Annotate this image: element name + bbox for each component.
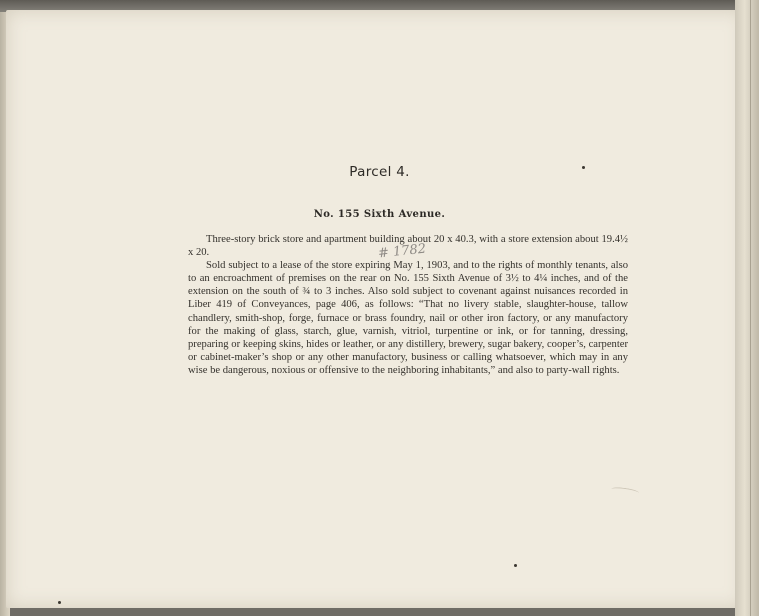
ink-speck [514, 564, 517, 567]
description-paragraph: Three-story brick store and apartment building about 20 x 40.3, with a store extension about 19.4½ x 20. [188, 234, 628, 259]
property-address: No. 155 Sixth Avenue. [313, 209, 446, 220]
ink-speck [58, 601, 61, 604]
parcel-title: Parcel 4. [349, 164, 410, 180]
page-edge-line [750, 0, 751, 616]
terms-paragraph: Sold subject to a lease of the store expiring May 1, 1903, and to the rights of monthly tenants, also to an encroachment of premises on the rear on No. 155 Sixth Avenue of 3½ to 4¼ inches, and of the extension on the south of ¾ to 3 inches. Also sold subject to covenant against nuisances recorded in Liber 419 of Conveyances, page 406, as follows: “That no livery stable, slaughter-house, tallow chandlery, smith-shop, forge, furnace or brass foundry, nail or other iron factory, or any manufactory for the making of glass, starch, glue, varnish, vitriol, turpentine or ink, or for tanning, dressing, preparing or keeping skins, hides or leather, or any distillery, brewery, sugar bakery, cooper’s, carpenter or cabinet-maker’s shop or any other manufactory, business or calling whatsoever, which may in any wise be dangerous, noxious or offensive to the neighboring inhabitants,” and also to party-wall rights. [188, 260, 628, 376]
handwritten-note: # 1782 [377, 241, 427, 262]
right-page-edge [735, 0, 759, 616]
ink-speck [582, 166, 585, 169]
